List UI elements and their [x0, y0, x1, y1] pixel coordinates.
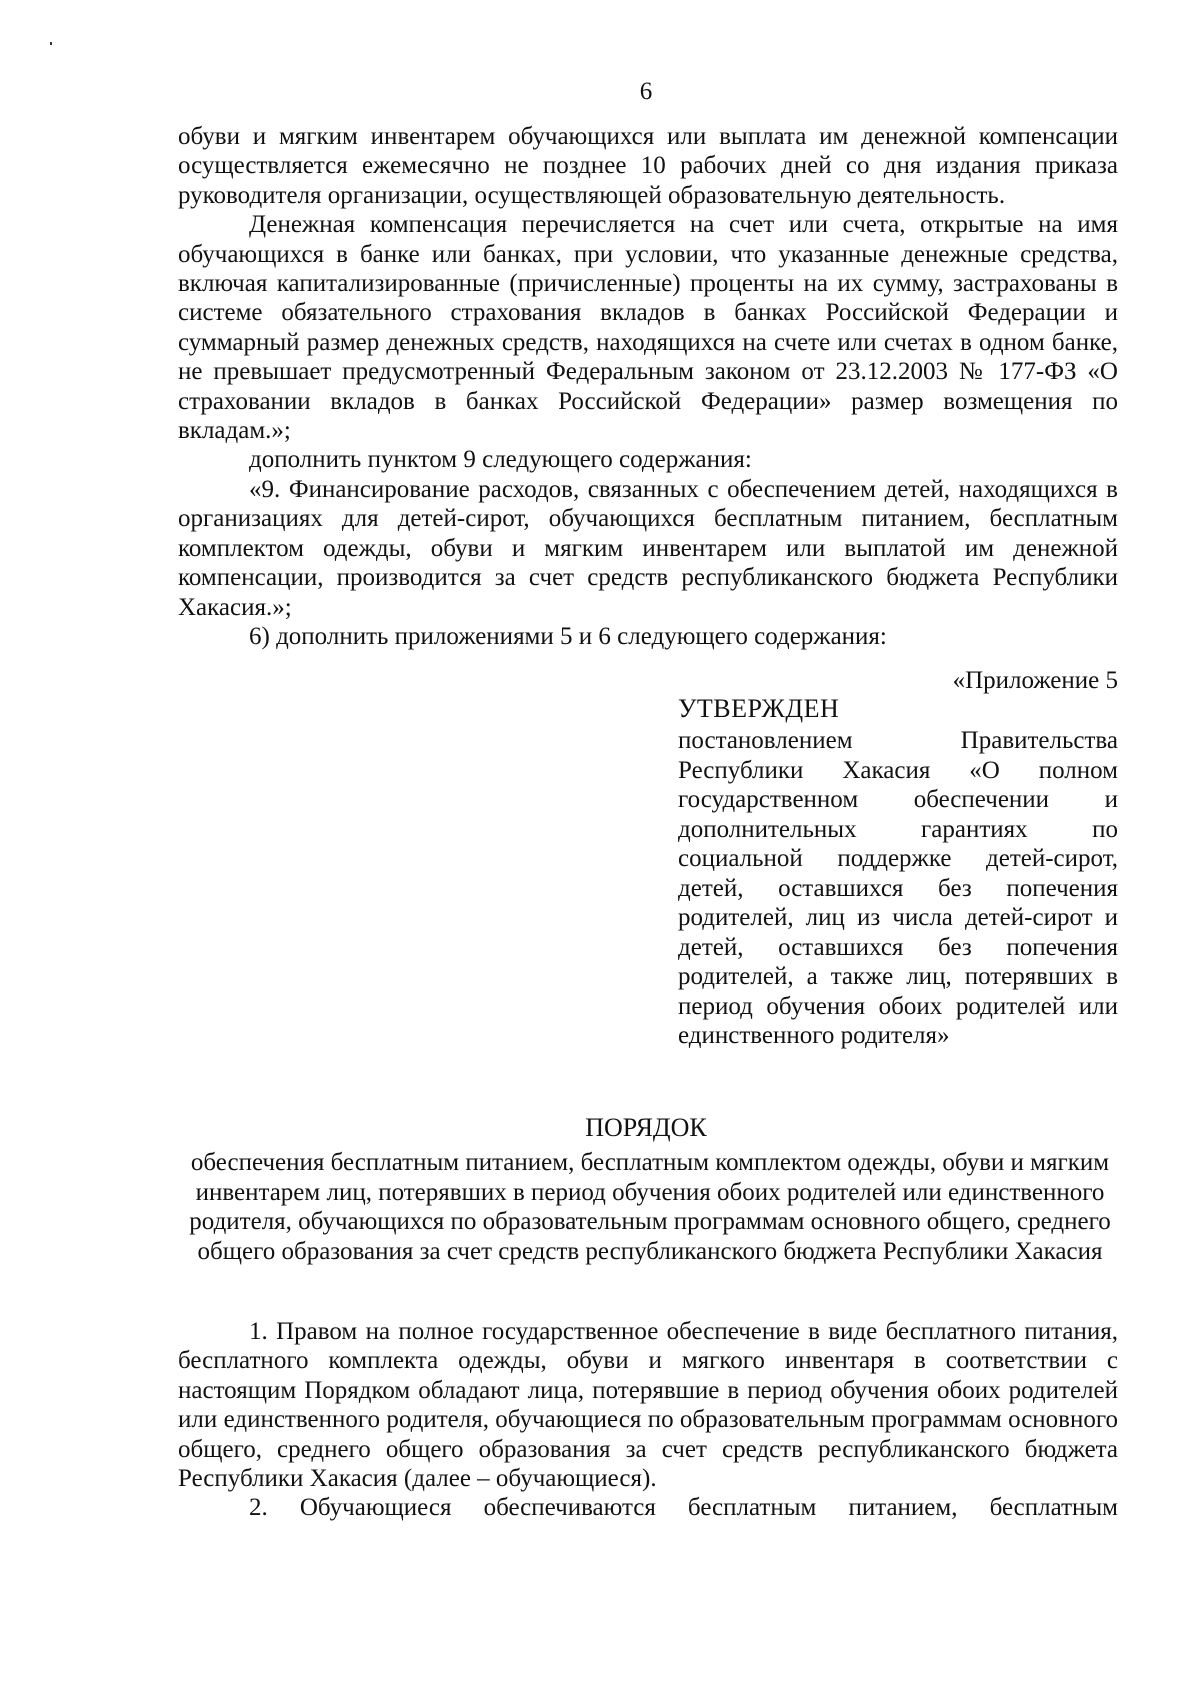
appendix-label: «Приложение 5: [952, 667, 1118, 694]
paragraph-add-item-9: дополнить пунктом 9 следующего содержания:: [249, 446, 752, 474]
order-subtitle: обеспечения бесплатным питанием, бесплатным комплектом одежды, обуви и мягким инвентарем лиц, потерявших в период обучения обоих родителей или единственного родителя, обучающихся по образовательным программам основного общего, среднего общего образования за счет средств республиканского бюджета Республики Хакасия: [189, 1149, 1111, 1265]
scan-speck: [50, 42, 52, 45]
paragraph-add-appendices: 6) дополнить приложениями 5 и 6 следующего содержания:: [249, 622, 887, 650]
paragraph-point-1: 1. Правом на полное государственное обеспечение в виде бесплатного питания, бесплатного комплекта одежды, обуви и мягкого инвентаря в соответствии с настоящим Порядком обладают лица, потерявшие в период обучения обоих родителей или единственного родителя, обучающиеся по образовательным программам основного общего, среднего общего образования за счет средств республиканского бюджета Республики Хакасия (далее – обучающиеся).: [178, 1318, 1118, 1493]
approved-body: постановлением Правительства Республики Хакасия «О полном государственном обеспечении и дополнительных гарантиях по социальной поддержке детей-сирот, детей, оставшихся без попечения родителей, лиц из числа детей-сирот и детей, оставшихся без попечения родителей, а также лиц, потерявших в период обучения обоих родителей или единственного родителя»: [678, 727, 1118, 1049]
body-text-bottom: [178, 1317, 1118, 1523]
body-text-top: [178, 122, 1118, 651]
paragraph-item-9: «9. Финансирование расходов, связанных с обеспечением детей, находящихся в организациях для детей-сирот, обучающихся бесплатным питанием, бесплатным комплектом одежды, обуви и мягким инвентарем или выплатой им денежной компенсации, производится за счет средств республиканского бюджета Республики Хакасия.»;: [178, 475, 1118, 621]
approved-title: УТВЕРЖДЕН: [678, 694, 840, 723]
page-number: 6: [639, 78, 653, 105]
paragraph-continuation: обуви и мягким инвентарем обучающихся или выплата им денежной компенсации осуществляется ежемесячно не позднее 10 рабочих дней со дня издания приказа руководителя организации, осуществляющей образовательную деятельность.: [178, 123, 1118, 209]
paragraph-point-2: 2. Обучающиеся обеспечиваются бесплатным питанием, бесплатным: [249, 1494, 1118, 1522]
paragraph-compensation: Денежная компенсация перечисляется на счет или счета, открытые на имя обучающихся в банке или банках, при условии, что указанные денежные средства, включая капитализированные (причисленные) проценты на их сумму, застрахованы в системе обязательного страхования вкладов в банках Российской Федерации и суммарный размер денежных средств, находящихся на счете или счетах в одном банке, не превышает предусмотренный Федеральным законом от 23.12.2003 № 177-ФЗ «О страховании вкладов в банках Российской Федерации» размер возмещения по вкладам.»;: [178, 211, 1118, 445]
order-title: ПОРЯДОК: [585, 1113, 707, 1142]
